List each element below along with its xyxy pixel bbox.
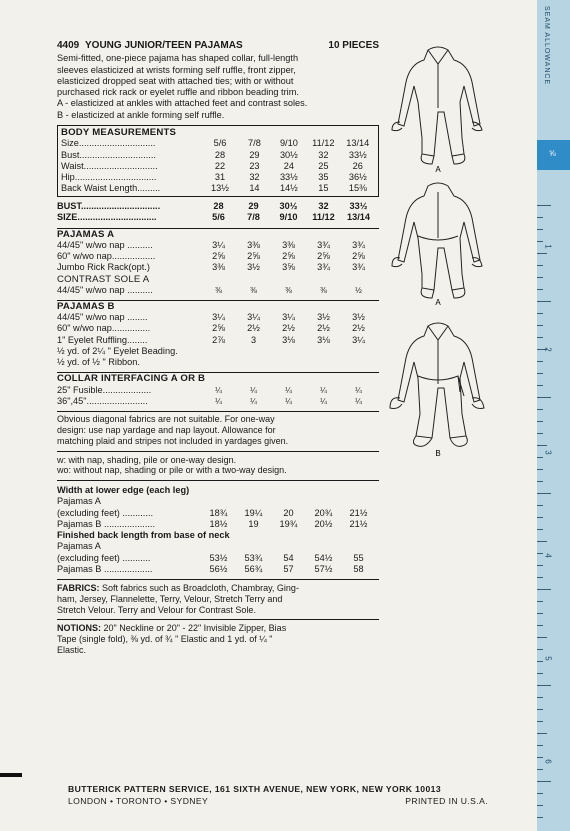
pajamas-b-note: ½ yd. of ½ " Ribbon. (57, 357, 140, 368)
row-value: 5/6 (213, 138, 227, 149)
row-label: 44/45" w/wo nap .......... (57, 284, 153, 295)
row-label: Jumbo Rick Rack(opt.) (57, 262, 150, 273)
row-label: 1" Eyelet Ruffling........ (57, 334, 148, 345)
ruler-tick (537, 613, 543, 614)
row-value: 36½ (348, 171, 367, 182)
ruler-tick (537, 709, 543, 710)
ruler-number: 1 (543, 244, 553, 249)
row-label: 44/45" w/wo nap .......... (57, 239, 153, 250)
ruler-tick (537, 325, 543, 326)
back-length-subhead: Pajamas A (57, 541, 101, 552)
row-value: ¼ (320, 396, 327, 406)
figure-label: B (435, 449, 441, 458)
ruler-tick (537, 565, 543, 566)
description-line: Semi-fitted, one-piece pajama has shaped collar, full-length (57, 53, 299, 64)
pajamas-b-table (57, 312, 379, 346)
row-label: Back Waist Length......... (61, 183, 161, 194)
ruler-tick (537, 337, 543, 338)
row-value: ⅜ (215, 285, 222, 295)
ruler-tick (537, 517, 543, 518)
body-measurements-box (57, 125, 379, 197)
row-value: 28 (213, 201, 224, 212)
fabric-note-line: design: use nap yardage and nap layout. Allowance for (57, 424, 276, 435)
row-label: 44/45" w/wo nap ........ (57, 312, 148, 323)
ruler-tick (537, 733, 547, 734)
row-value: 3¼ (212, 312, 225, 323)
nap-note-line: w: with nap, shading, pile or one-way design. (57, 454, 237, 465)
pajamas-b-heading: PAJAMAS B (57, 301, 115, 313)
fabric-note (57, 414, 379, 446)
contrast-sole-heading: CONTRAST SOLE A (57, 273, 150, 285)
ruler-tick (537, 217, 543, 218)
table-row (57, 285, 379, 296)
ruler-tick (537, 817, 543, 818)
width-lower-subhead: Pajamas A (57, 496, 101, 507)
ruler-tick (537, 433, 543, 434)
ruler-tick (537, 637, 547, 638)
table-row (57, 553, 379, 564)
pajamas-a-table (57, 240, 379, 274)
ruler-tick (537, 313, 543, 314)
row-value: 2⅞ (212, 334, 225, 345)
row-value: 20¾ (314, 507, 333, 518)
row-label: 60" w/wo nap............... (57, 323, 151, 334)
ruler-tick (537, 277, 543, 278)
ruler-tick (537, 589, 551, 590)
pattern-description (57, 53, 379, 121)
row-value: ¼ (355, 385, 362, 395)
width-lower-table (57, 508, 379, 530)
description-line: sleeves elasticized at wrists forming self ruffle, front zipper, (57, 64, 296, 75)
printed-in: PRINTED IN U.S.A. (405, 796, 488, 806)
description-line: purchased rick rack or eyelet ruffle and ribbon beading trim. (57, 87, 299, 98)
fabric-note-line: Obvious diagonal fabrics are not suitable. For one-way (57, 414, 275, 425)
row-label: 25" Fusible................... (57, 384, 152, 395)
row-value: 32 (249, 171, 260, 182)
ruler-tick (537, 541, 547, 542)
row-value: 19¼ (244, 507, 263, 518)
pajamas-a-heading: PAJAMAS A (57, 228, 115, 240)
ruler-tick (537, 409, 543, 410)
row-value: ¼ (320, 385, 327, 395)
nap-note-line: wo: without nap, shading or pile or with a two-way design. (57, 465, 287, 476)
row-value: 30½ (279, 149, 298, 160)
table-row (57, 519, 379, 530)
row-value: 57½ (314, 563, 333, 574)
row-value: 3⅜ (282, 239, 295, 250)
nap-note (57, 455, 379, 477)
table-row (57, 213, 379, 224)
row-value: 18¾ (209, 507, 228, 518)
figure-label: A (435, 298, 441, 306)
ruler-tick (537, 397, 551, 398)
pajamas-b-note: ½ yd. of 2¼ " Eyelet Beading. (57, 345, 178, 356)
row-value: 3⅜ (247, 239, 260, 250)
row-value: 11/12 (312, 212, 335, 223)
table-row (61, 138, 375, 149)
ruler-tick (537, 553, 543, 554)
row-value: 3¼ (282, 312, 295, 323)
row-value: 23 (249, 160, 260, 171)
ruler-tick (537, 745, 543, 746)
ruler-tick (537, 265, 543, 266)
row-value: 3¼ (352, 334, 365, 345)
ruler-tick (537, 673, 543, 674)
ruler-tick (537, 457, 543, 458)
ruler-number: 4 (543, 553, 553, 558)
footer (68, 784, 488, 806)
ruler-tick (537, 361, 543, 362)
row-label: SIZE............................... (57, 212, 157, 223)
row-value: 55 (353, 552, 364, 563)
table-row (57, 251, 379, 262)
row-value: 3½ (317, 312, 330, 323)
ruler-tick (537, 253, 547, 254)
row-value: 20½ (314, 518, 333, 529)
ruler-number: 3 (543, 450, 553, 455)
ruler-tick (537, 685, 551, 686)
ruler-number: 5 (543, 656, 553, 661)
row-value: 2⅝ (212, 323, 225, 334)
row-value: ¼ (285, 385, 292, 395)
contrast-sole-table (57, 285, 379, 296)
row-value: 9/10 (279, 212, 298, 223)
description-line: A - elasticized at ankles with attached feet and contrast soles. (57, 98, 308, 109)
ruler-number: 6 (543, 759, 553, 764)
row-value: 19¾ (279, 518, 298, 529)
row-value: 13½ (211, 183, 229, 194)
table-row (61, 183, 375, 194)
ruler-tick (537, 445, 547, 446)
fabrics-text: Soft fabrics such as Broadcloth, Chambray, Ging- (102, 583, 299, 594)
row-value: 33½ (349, 201, 368, 212)
row-value: 53½ (209, 552, 228, 563)
row-value: 33½ (348, 149, 367, 160)
row-value: 11/12 (312, 138, 335, 149)
pattern-info-column (57, 40, 379, 656)
collar-table (57, 385, 379, 407)
ruler-tick (537, 469, 543, 470)
ruler-tick (537, 625, 543, 626)
row-value: 3⅜ (212, 262, 225, 273)
notions-text: Elastic. (57, 645, 87, 656)
pieces-count: 10 PIECES (328, 40, 379, 51)
fabric-note-line: matching plaid and stripes not included in yardages given. (57, 435, 289, 446)
table-row (57, 262, 379, 273)
divider (57, 619, 379, 620)
divider (57, 480, 379, 481)
row-label: Hip................................ (61, 171, 157, 182)
row-value: 5/6 (212, 212, 225, 223)
table-row (61, 150, 375, 161)
row-value: 33½ (279, 171, 298, 182)
row-value: 26 (352, 160, 363, 171)
row-value: 3⅝ (282, 262, 295, 273)
row-value: 29 (249, 149, 260, 160)
ruler-tick (537, 241, 543, 242)
pattern-number: 4409 (57, 40, 80, 51)
row-value: 56¾ (244, 563, 263, 574)
fabrics-section (57, 583, 379, 615)
row-label: (excluding feet) ........... (57, 552, 151, 563)
row-value: 2½ (352, 323, 365, 334)
row-value: 3⅛ (282, 334, 295, 345)
description-line: B - elasticized at ankle forming self ruffle. (57, 109, 225, 120)
row-label: Pajamas B .................... (57, 518, 156, 529)
row-value: 3 (250, 334, 257, 345)
table-row (57, 312, 379, 323)
ruler-tick (537, 577, 543, 578)
row-value: 20 (283, 507, 294, 518)
row-value: 13/14 (346, 138, 370, 149)
fabrics-text: ham, Jersey, Flannelette, Terry, Velour, Stretch Terry and (57, 593, 283, 604)
back-length-table (57, 553, 379, 575)
body-measurements-heading: BODY MEASUREMENTS (61, 127, 177, 139)
ruler-marker-tab (537, 140, 570, 170)
notions-section (57, 623, 379, 655)
figure-label: A (435, 165, 441, 174)
row-value: 57 (283, 563, 294, 574)
table-row (57, 508, 379, 519)
row-value: 28 (214, 149, 226, 160)
row-value: 2⅝ (247, 251, 260, 262)
row-value: 32 (318, 201, 329, 212)
ruler-tick (537, 697, 543, 698)
pajama-a-illustration (388, 42, 488, 174)
row-value: 2½ (282, 323, 295, 334)
row-label: 36",45"........................ (57, 395, 148, 406)
ruler-tick (537, 505, 543, 506)
row-value: 7/8 (248, 138, 261, 149)
table-row (57, 201, 379, 212)
row-value: 2⅝ (352, 251, 365, 262)
row-value: 14 (249, 183, 260, 194)
row-value: 9/10 (279, 138, 298, 149)
row-label: 60" w/wo nap................. (57, 251, 156, 262)
row-value: 22 (214, 160, 226, 171)
pattern-title-row (57, 40, 379, 51)
ruler-tick (537, 769, 543, 770)
publisher-address: BUTTERICK PATTERN SERVICE, 161 SIXTH AVENUE, NEW YORK, NEW YORK 10013 (68, 784, 442, 794)
ruler-tick (537, 805, 543, 806)
row-value: ⅜ (320, 285, 327, 295)
row-value: 3½ (247, 262, 260, 273)
row-value: ¼ (355, 396, 362, 406)
row-value: 3¾ (317, 239, 330, 250)
row-value: 15 (318, 183, 329, 194)
pajama-b-illustration (388, 318, 488, 458)
back-length-heading: Finished back length from base of neck (57, 530, 230, 541)
ruler-tick (537, 793, 543, 794)
row-value: ½ (355, 285, 362, 295)
row-value: 3¼ (247, 312, 260, 323)
row-value: 15⅜ (348, 183, 367, 194)
row-value: 3½ (352, 312, 365, 323)
ruler-tick (537, 649, 543, 650)
back-length (57, 530, 379, 575)
ruler-number: 2 (543, 347, 553, 352)
row-label: Waist............................. (61, 160, 158, 171)
row-value: 19 (248, 518, 259, 529)
ruler-tick (537, 781, 551, 782)
row-value: 32 (318, 149, 329, 160)
table-row (57, 324, 379, 335)
row-value: 29 (248, 201, 259, 212)
row-value: ⅜ (250, 285, 257, 295)
row-value: 3¾ (317, 262, 330, 273)
row-value: 2½ (247, 323, 260, 334)
table-row (57, 240, 379, 251)
publisher-cities: LONDON • TORONTO • SYDNEY (68, 796, 209, 806)
row-label: Bust.............................. (61, 149, 156, 160)
ruler-tab-label: ⅝ (549, 149, 556, 158)
divider (57, 451, 379, 452)
row-value: 30½ (279, 201, 298, 212)
row-value: 2⅝ (212, 251, 225, 262)
ruler-tick (537, 421, 543, 422)
table-row (57, 385, 379, 396)
row-value: 7/8 (247, 212, 260, 223)
row-label: (excluding feet) ............ (57, 507, 153, 518)
row-value: ⅜ (285, 285, 292, 295)
row-value: 2⅝ (282, 251, 295, 262)
seam-gauge-ruler (537, 0, 570, 831)
row-label: Size.............................. (61, 138, 156, 149)
divider (57, 579, 379, 580)
row-value: 21½ (349, 507, 368, 518)
row-label: Pajamas B ................... (57, 563, 153, 574)
collar-heading: COLLAR INTERFACING A OR B (57, 373, 206, 385)
ruler-tick (537, 721, 543, 722)
divider (57, 411, 379, 412)
row-value: 56½ (209, 563, 228, 574)
ruler-tick (537, 301, 551, 302)
row-value: 2½ (317, 323, 330, 334)
pattern-title: YOUNG JUNIOR/TEEN PAJAMAS (85, 40, 243, 51)
row-value: 14½ (279, 183, 298, 194)
row-value: 3¾ (352, 239, 365, 250)
ruler-tick (537, 661, 543, 662)
description-line: elasticized dropped seat with attached ties; with or without (57, 75, 294, 86)
row-label: BUST............................... (57, 201, 161, 212)
table-row (57, 564, 379, 575)
ruler-tick (537, 601, 543, 602)
ruler-tick (537, 757, 543, 758)
notions-text: 20" Neckline or 20" - 22" Invisible Zipper, Bias (103, 623, 287, 634)
row-value: 35 (318, 171, 329, 182)
row-value: ¼ (215, 396, 222, 406)
table-row (57, 335, 379, 346)
ruler-brand: SEAM ALLOWANCE (543, 6, 550, 86)
row-value: 58 (353, 563, 364, 574)
pajama-a-back-illustration (388, 178, 488, 306)
row-value: 21½ (349, 518, 368, 529)
body-measurements-table (61, 138, 375, 194)
row-value: ¼ (215, 385, 222, 395)
notions-text: Tape (single fold), ⅜ yd. of ¾ " Elastic and 1 yd. of ¼ " (57, 634, 273, 645)
ruler-tick (537, 481, 543, 482)
row-value: 3⅛ (317, 334, 330, 345)
row-value: ¼ (285, 396, 292, 406)
row-value: 54½ (314, 552, 333, 563)
fabrics-label: FABRICS: (57, 583, 100, 594)
ruler-tick (537, 205, 551, 206)
row-value: ¼ (250, 385, 257, 395)
row-value: 2⅝ (317, 251, 330, 262)
fabrics-text: Stretch Velour. Terry and Velour for Contrast Sole. (57, 604, 256, 615)
width-lower-edge (57, 485, 379, 530)
notions-label: NOTIONS: (57, 623, 101, 634)
row-value: 54 (283, 552, 294, 563)
row-value: 25 (318, 160, 329, 171)
row-value: 24 (283, 160, 294, 171)
bust-size-table (57, 201, 379, 223)
row-value: 3¼ (212, 239, 225, 250)
ruler-tick (537, 529, 543, 530)
edge-mark (0, 773, 22, 777)
ruler-tick (537, 385, 543, 386)
row-value: 53¾ (244, 552, 263, 563)
ruler-tick (537, 229, 543, 230)
row-value: 13/14 (347, 212, 370, 223)
table-row (57, 396, 379, 407)
ruler-tick (537, 373, 543, 374)
table-row (61, 161, 375, 172)
table-row (61, 172, 375, 183)
row-value: ¼ (250, 396, 257, 406)
row-value: 3¾ (352, 262, 365, 273)
ruler-tick (537, 289, 543, 290)
row-value: 18½ (209, 518, 228, 529)
row-value: 31 (214, 171, 226, 182)
ruler-tick (537, 493, 551, 494)
width-lower-heading: Width at lower edge (each leg) (57, 485, 190, 496)
